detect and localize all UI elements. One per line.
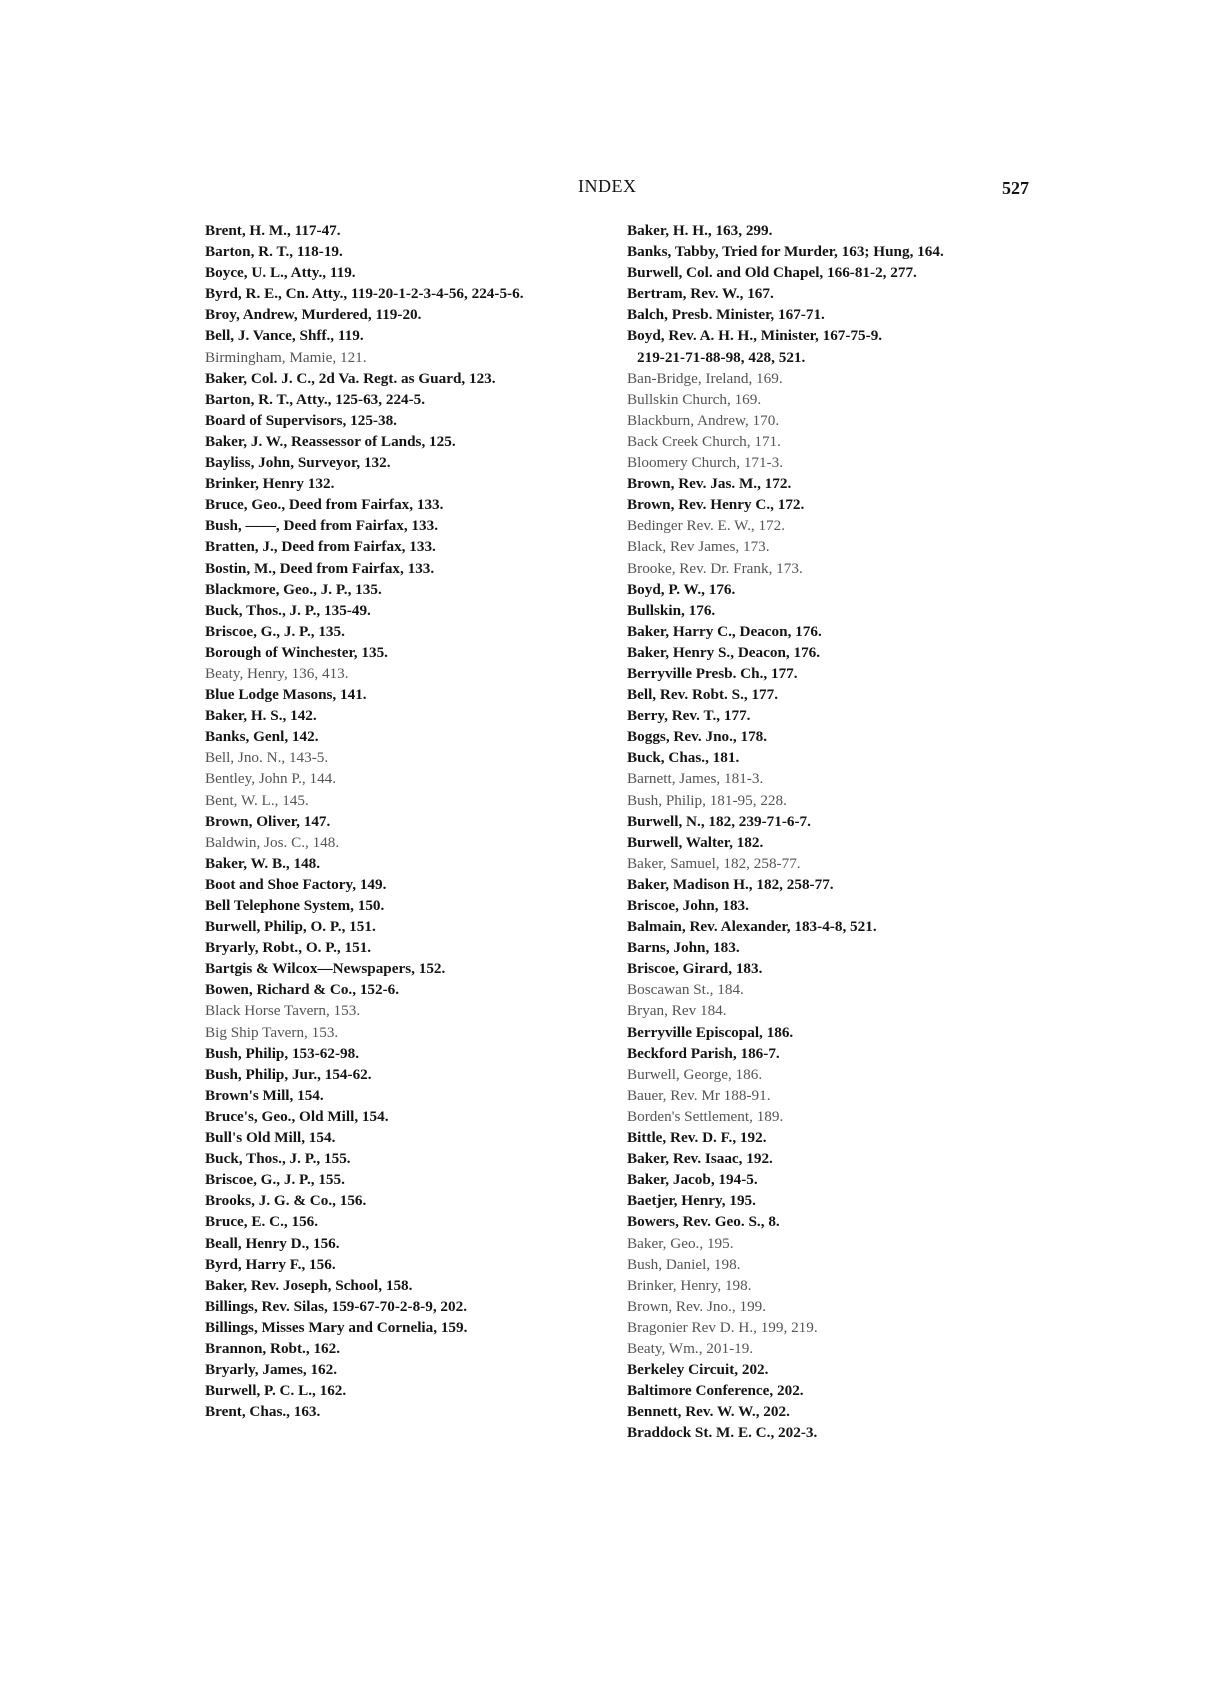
index-entry: Baldwin, Jos. C., 148.	[205, 833, 340, 851]
index-entry: Beaty, Wm., 201-19.	[627, 1339, 754, 1357]
index-entry: Bush, Philip, 181-95, 228.	[627, 791, 787, 809]
index-entry: Berry, Rev. T., 177.	[627, 707, 751, 725]
index-entry: Braddock St. M. E. C., 202-3.	[627, 1424, 818, 1442]
index-entry: Bryarly, James, 162.	[205, 1361, 338, 1379]
index-entry: Bell, Rev. Robt. S., 177.	[627, 686, 779, 704]
index-entry: Boggs, Rev. Jno., 178.	[627, 728, 768, 746]
index-entry: Byrd, R. E., Cn. Atty., 119-20-1-2-3-4-56, 224-5-6.	[205, 285, 524, 303]
index-entry: 219-21-71-88-98, 428, 521.	[637, 348, 806, 366]
index-entry: Boyd, P. W., 176.	[627, 580, 736, 598]
index-entry: Baker, Samuel, 182, 258-77.	[627, 854, 801, 872]
index-entry: Boyce, U. L., Atty., 119.	[205, 264, 356, 282]
index-entry: Briscoe, G., J. P., 135.	[205, 622, 345, 640]
index-entry: Burwell, Col. and Old Chapel, 166-81-2, 277.	[627, 264, 917, 282]
index-entry: Burwell, Walter, 182.	[627, 833, 764, 851]
index-entry: Byrd, Harry F., 156.	[205, 1255, 336, 1273]
index-entry: Bratten, J., Deed from Fairfax, 133.	[205, 538, 436, 556]
index-entry: Baker, Jacob, 194-5.	[627, 1171, 758, 1189]
index-entry: Bullskin, 176.	[627, 601, 716, 619]
index-entry: Beckford Parish, 186-7.	[627, 1044, 780, 1062]
index-entry: Baker, Rev. Joseph, School, 158.	[205, 1276, 413, 1294]
index-entry: Borden's Settlement, 189.	[627, 1107, 784, 1125]
index-entry: Broy, Andrew, Murdered, 119-20.	[205, 306, 422, 324]
index-entry: Bush, ——, Deed from Fairfax, 133.	[205, 517, 439, 535]
index-entry: Brinker, Henry 132.	[205, 475, 335, 493]
index-entry: Baker, Harry C., Deacon, 176.	[627, 622, 822, 640]
index-entry: Brooke, Rev. Dr. Frank, 173.	[627, 559, 803, 577]
index-entry: Black Horse Tavern, 153.	[205, 1002, 361, 1020]
index-entry: Banks, Genl, 142.	[205, 728, 319, 746]
index-entry: Baker, H. H., 163, 299.	[627, 222, 773, 239]
index-entry: Brinker, Henry, 198.	[627, 1276, 752, 1294]
index-entry: Brown, Rev. Henry C., 172.	[627, 496, 805, 514]
index-entry: Blackmore, Geo., J. P., 135.	[205, 580, 382, 598]
index-entry: Bruce's, Geo., Old Mill, 154.	[205, 1107, 389, 1125]
index-entry: Board of Supervisors, 125-38.	[205, 411, 397, 429]
index-entry: Billings, Rev. Silas, 159-67-70-2-8-9, 202.	[205, 1297, 467, 1315]
index-entry: Berryville Episcopal, 186.	[627, 1023, 794, 1041]
index-entry: Brannon, Robt., 162.	[205, 1339, 341, 1357]
index-entry: Burwell, Philip, O. P., 151.	[205, 918, 376, 936]
index-entry: Burwell, N., 182, 239-71-6-7.	[627, 812, 811, 830]
index-entry: Beall, Henry D., 156.	[205, 1234, 340, 1252]
index-entry: Back Creek Church, 171.	[627, 432, 781, 450]
index-entry: Brown, Rev. Jas. M., 172.	[627, 475, 792, 493]
index-entry: Berryville Presb. Ch., 177.	[627, 664, 798, 682]
index-entry: Baker, Geo., 195.	[627, 1234, 734, 1252]
index-entry: Baker, Rev. Isaac, 192.	[627, 1150, 773, 1168]
index-entry: Balch, Presb. Minister, 167-71.	[627, 306, 825, 324]
index-entry: Blackburn, Andrew, 170.	[627, 411, 780, 429]
index-entry: Bostin, M., Deed from Fairfax, 133.	[205, 559, 435, 577]
index-entry: Big Ship Tavern, 153.	[205, 1023, 339, 1041]
index-entry: Bentley, John P., 144.	[205, 770, 337, 788]
index-entry: Brent, H. M., 117-47.	[205, 222, 341, 239]
index-column-right	[627, 220, 1037, 1443]
index-entry: Bent, W. L., 145.	[205, 791, 309, 809]
index-entry: Bryarly, Robt., O. P., 151.	[205, 939, 372, 957]
index-entry: Burwell, P. C. L., 162.	[205, 1382, 347, 1400]
index-column-left	[205, 220, 615, 1422]
index-entry: Brent, Chas., 163.	[205, 1403, 321, 1421]
index-entry: Ban-Bridge, Ireland, 169.	[627, 369, 783, 387]
index-entry: Baker, J. W., Reassessor of Lands, 125.	[205, 432, 456, 450]
index-entry: Briscoe, John, 183.	[627, 897, 749, 914]
index-entry: Buck, Thos., J. P., 135-49.	[205, 601, 371, 619]
index-entry: Baker, Henry S., Deacon, 176.	[627, 643, 821, 661]
index-entry: Boyd, Rev. A. H. H., Minister, 167-75-9.	[627, 327, 883, 345]
index-entry: Bryan, Rev 184.	[627, 1002, 727, 1020]
index-entry: Bittle, Rev. D. F., 192.	[627, 1129, 767, 1147]
index-entry: Bertram, Rev. W., 167.	[627, 285, 774, 303]
index-entry: Barns, John, 183.	[627, 939, 740, 957]
index-entry: Briscoe, Girard, 183.	[627, 960, 763, 978]
index-entry: Bragonier Rev D. H., 199, 219.	[627, 1318, 818, 1336]
index-entry: Beaty, Henry, 136, 413.	[205, 664, 349, 682]
index-entry: Bell, Jno. N., 143-5.	[205, 749, 329, 767]
index-entry: Bush, Philip, Jur., 154-62.	[205, 1065, 372, 1083]
index-entry: Bedinger Rev. E. W., 172.	[627, 517, 786, 535]
index-entry: Balmain, Rev. Alexander, 183-4-8, 521.	[627, 918, 877, 936]
index-entry: Blue Lodge Masons, 141.	[205, 686, 367, 704]
index-entry: Bush, Daniel, 198.	[627, 1255, 741, 1273]
index-entry: Baker, Col. J. C., 2d Va. Regt. as Guard, 123.	[205, 369, 496, 387]
index-entry: Bayliss, John, Surveyor, 132.	[205, 454, 391, 472]
index-entry: Baetjer, Henry, 195.	[627, 1192, 756, 1210]
index-entry: Bennett, Rev. W. W., 202.	[627, 1403, 790, 1421]
index-entry: Bull's Old Mill, 154.	[205, 1129, 336, 1147]
index-entry: Billings, Misses Mary and Cornelia, 159.	[205, 1318, 468, 1336]
index-entry: Bowers, Rev. Geo. S., 8.	[627, 1213, 780, 1231]
index-entry: Brown, Rev. Jno., 199.	[627, 1297, 767, 1315]
index-entry: Borough of Winchester, 135.	[205, 643, 388, 661]
index-entry: Buck, Chas., 181.	[627, 749, 740, 767]
index-entry: Briscoe, G., J. P., 155.	[205, 1171, 345, 1189]
index-entry: Brown's Mill, 154.	[205, 1086, 324, 1104]
index-entry: Berkeley Circuit, 202.	[627, 1361, 769, 1379]
index-entry: Birmingham, Mamie, 121.	[205, 348, 367, 366]
index-entry: Bullskin Church, 169.	[627, 390, 762, 408]
index-entry: Black, Rev James, 173.	[627, 538, 770, 556]
index-entry: Baker, W. B., 148.	[205, 854, 321, 872]
page-number: 527	[1002, 178, 1029, 198]
index-entry: Bauer, Rev. Mr 188-91.	[627, 1086, 771, 1104]
index-entry: Bartgis & Wilcox—Newspapers, 152.	[205, 960, 446, 978]
index-entry: Bowen, Richard & Co., 152-6.	[205, 981, 400, 999]
index-entry: Barton, R. T., Atty., 125-63, 224-5.	[205, 390, 426, 408]
index-entry: Baker, Madison H., 182, 258-77.	[627, 875, 834, 893]
index-entry: Barnett, James, 181-3.	[627, 770, 764, 788]
index-entry: Brown, Oliver, 147.	[205, 812, 331, 830]
index-entry: Buck, Thos., J. P., 155.	[205, 1150, 351, 1168]
index-entry: Bell, J. Vance, Shff., 119.	[205, 327, 364, 345]
index-entry: Brooks, J. G. & Co., 156.	[205, 1192, 367, 1210]
index-entry: Boscawan St., 184.	[627, 981, 744, 999]
index-entry: Bell Telephone System, 150.	[205, 897, 385, 914]
page-title: INDEX	[578, 176, 637, 196]
index-entry: Bush, Philip, 153-62-98.	[205, 1044, 360, 1062]
index-entry: Baltimore Conference, 202.	[627, 1382, 804, 1400]
index-entry: Bloomery Church, 171-3.	[627, 454, 784, 472]
index-entry: Burwell, George, 186.	[627, 1065, 763, 1083]
index-entry: Bruce, E. C., 156.	[205, 1213, 319, 1231]
index-entry: Banks, Tabby, Tried for Murder, 163; Hung, 164.	[627, 243, 944, 261]
index-entry: Barton, R. T., 118-19.	[205, 243, 343, 261]
index-entry: Boot and Shoe Factory, 149.	[205, 875, 387, 893]
index-entry: Bruce, Geo., Deed from Fairfax, 133.	[205, 496, 444, 514]
index-entry: Baker, H. S., 142.	[205, 707, 317, 725]
